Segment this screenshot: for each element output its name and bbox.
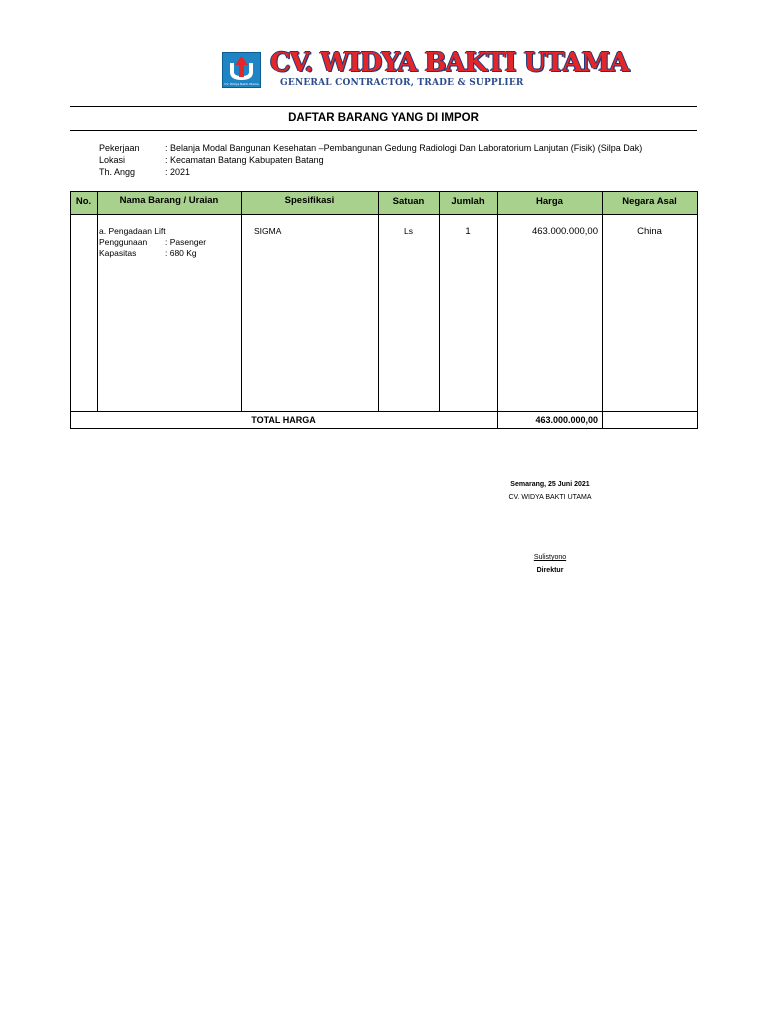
arrow-up-icon bbox=[226, 55, 257, 81]
col-divider bbox=[439, 191, 440, 411]
col-header-satuan: Satuan bbox=[392, 196, 425, 207]
item-detail-value: : 680 Kg bbox=[165, 248, 197, 258]
info-value: : Kecamatan Batang Kabupaten Batang bbox=[165, 155, 324, 165]
title-bottom-rule bbox=[70, 130, 697, 131]
col-header-harga: Harga bbox=[536, 196, 563, 207]
col-header-jumlah: Jumlah bbox=[451, 196, 485, 207]
signature-place-date: Semarang, 25 Juni 2021 bbox=[510, 481, 590, 488]
item-satuan: Ls bbox=[404, 226, 413, 236]
info-value: : Belanja Modal Bangunan Kesehatan –Pembangunan Gedung Radiologi Dan Laboratorium Lanjutan (Fisik) (Silpa Dak) bbox=[165, 143, 643, 153]
col-header-nama-barang: Nama Barang / Uraian bbox=[119, 195, 219, 206]
col-divider bbox=[97, 191, 98, 411]
info-label: Th. Angg bbox=[99, 167, 136, 177]
item-jumlah: 1 bbox=[465, 226, 471, 237]
logo-caption: CV. Widya Bakti Utama bbox=[224, 82, 259, 86]
info-value: : 2021 bbox=[165, 167, 191, 177]
total-value: 463.000.000,00 bbox=[535, 415, 598, 425]
total-label: TOTAL HARGA bbox=[251, 415, 316, 425]
info-label: Pekerjaan bbox=[99, 143, 140, 153]
signature-company: CV. WIDYA BAKTI UTAMA bbox=[508, 494, 592, 501]
company-tagline: GENERAL CONTRACTOR, TRADE & SUPPLIER bbox=[280, 78, 524, 88]
item-name: a. Pengadaan Lift bbox=[99, 226, 166, 236]
col-header-no: No. bbox=[75, 196, 92, 207]
col-divider bbox=[378, 191, 379, 411]
item-detail-label: Kapasitas bbox=[99, 248, 137, 258]
logo-emblem bbox=[222, 52, 261, 88]
import-goods-table bbox=[70, 191, 698, 429]
table-total-separator bbox=[70, 411, 698, 412]
col-header-spesifikasi: Spesifikasi bbox=[284, 195, 335, 206]
table-border-right bbox=[697, 191, 698, 428]
table-border-left bbox=[70, 191, 71, 428]
item-harga: 463.000.000,00 bbox=[531, 226, 598, 237]
item-spesifikasi: SIGMA bbox=[254, 226, 282, 236]
col-divider bbox=[241, 191, 242, 411]
document-title: DAFTAR BARANG YANG DI IMPOR bbox=[288, 112, 479, 124]
company-name: CV. WIDYA BAKTI UTAMA bbox=[270, 48, 629, 78]
col-header-negara-asal: Negara Asal bbox=[622, 196, 677, 207]
title-top-rule bbox=[70, 106, 697, 107]
item-detail-value: : Pasenger bbox=[165, 237, 207, 247]
info-label: Lokasi bbox=[99, 155, 126, 165]
company-logo bbox=[222, 48, 629, 92]
item-negara-asal: China bbox=[637, 226, 662, 237]
item-detail-label: Penggunaan bbox=[99, 237, 148, 247]
signatory-name: Sulistyono bbox=[533, 554, 567, 561]
table-border-bottom bbox=[70, 428, 698, 429]
signatory-position: Direktur bbox=[536, 567, 564, 574]
